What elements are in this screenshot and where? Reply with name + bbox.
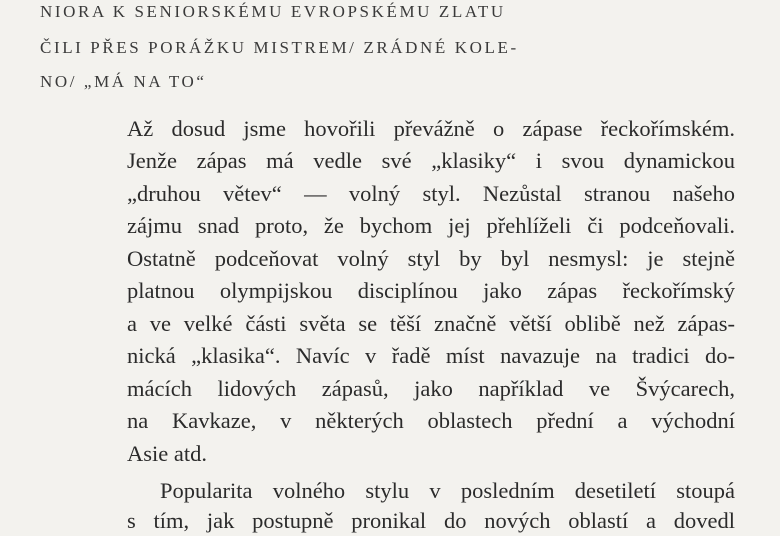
paragraph-line-11: Asie atd. [127, 441, 207, 466]
paragraph-line-5: Ostatně podceňovat volný styl by byl nesmysl: je stejně [127, 246, 735, 271]
paragraph-line-4: zájmu snad proto, že bychom jej přehlíželi či podceňovali. [127, 213, 735, 238]
paragraph-line-6: platnou olympijskou disciplínou jako zápas řeckořímský [127, 278, 735, 303]
paragraph-line-2: Jenže zápas má vedle své „klasiky“ i svou dynamickou [127, 148, 735, 173]
paragraph-line-1: Až dosud jsme hovořili převážně o zápase řeckořímském. [127, 116, 735, 141]
paragraph-line-10: na Kavkaze, v některých oblastech přední a východní [127, 408, 735, 433]
paragraph-2-line-2: s tím, jak postupně pronikal do nových oblastí a dovedl [127, 508, 735, 533]
section-heading-line-3: NO/ „MÁ NA TO“ [40, 72, 207, 91]
paragraph-line-9: mácích lidových zápasů, jako například ve Švýcarech, [127, 376, 735, 401]
paragraph-line-3: „druhou větev“ — volný styl. Nezůstal stranou našeho [127, 181, 735, 206]
section-heading-line-1: NIORA K SENIORSKÉMU EVROPSKÉMU ZLATU [40, 2, 506, 21]
paragraph-line-7: a ve velké části světa se těší značně větší oblibě než zápas- [127, 311, 735, 336]
paragraph-2-line-1: Popularita volného stylu v posledním desetiletí stoupá [160, 478, 735, 503]
section-heading-line-2: ČILI PŘES PORÁŽKU MISTREM/ ZRÁDNÉ KOLE- [40, 38, 519, 57]
paragraph-line-8: nická „klasika“. Navíc v řadě míst navazuje na tradici do- [127, 343, 735, 368]
